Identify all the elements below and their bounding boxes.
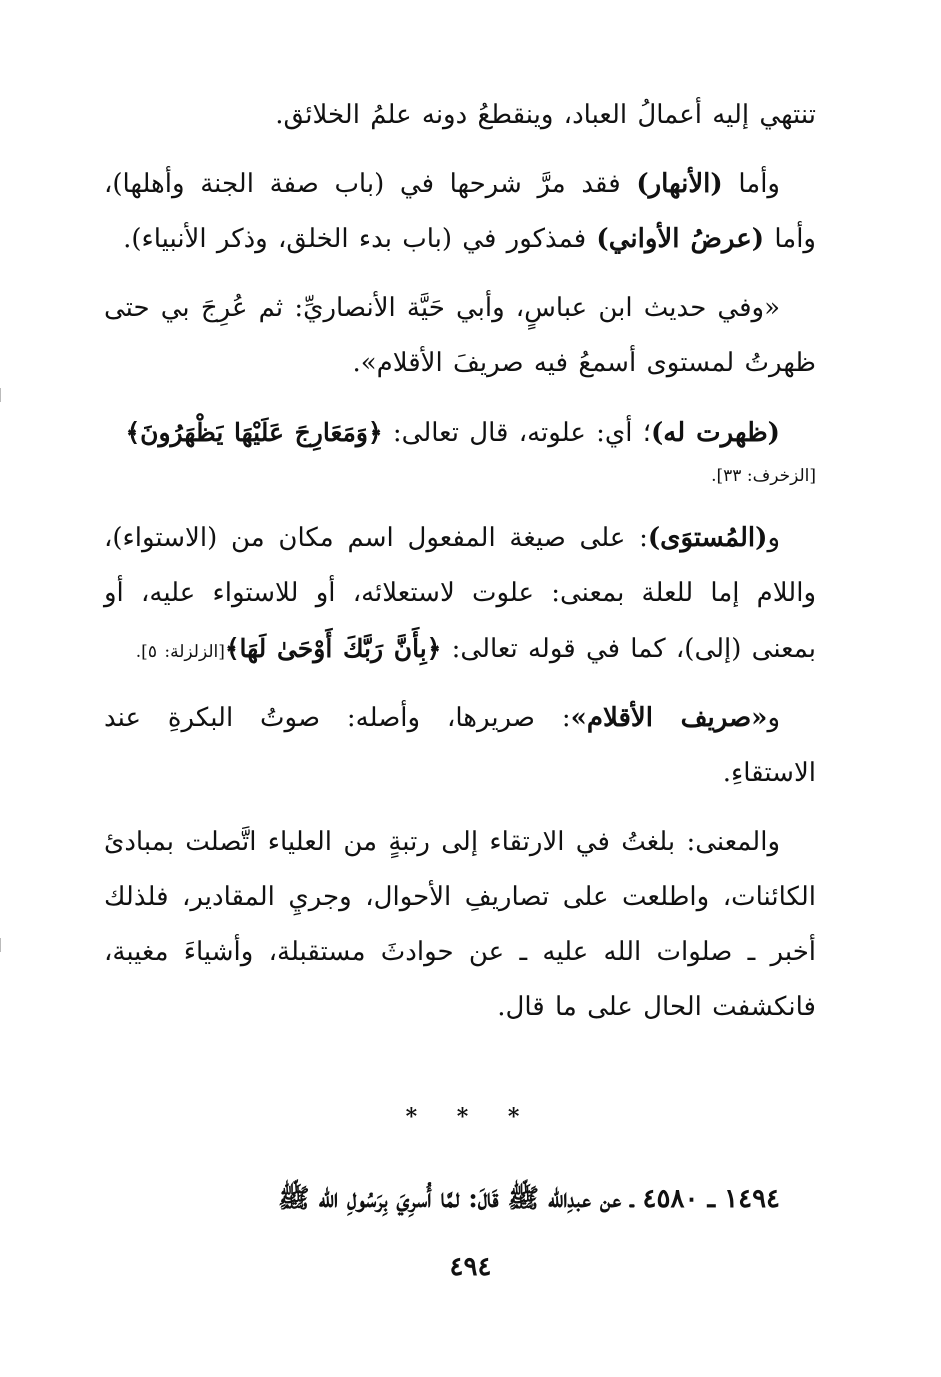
text-segment-normal: و bbox=[767, 523, 780, 553]
paragraph-7 bbox=[104, 815, 816, 1035]
text-segment-normal: و bbox=[767, 703, 780, 733]
page-number: ٤٩٤ bbox=[449, 1252, 492, 1282]
text-segment-bold: (الأنهار) bbox=[636, 169, 723, 199]
text-segment-normal: : على صيغة المفعول اسم مكان من (الاستواء)، واللام إما للعلة بمعنى: علوت لاستعلائه، أو للاستواء عليه، أو بمعنى (إلى)، كما في قوله تعالى: bbox=[104, 523, 816, 664]
text-segment-quran: ﴿بِأَنَّ رَبَّكَ أَوْحَىٰ لَهَا﴾ bbox=[224, 634, 442, 663]
text-segment-normal: وأما bbox=[722, 169, 780, 199]
text-segment-normal: : صريرها، وأصله: صوتُ البكرةِ عند الاستقاءِ. bbox=[104, 703, 816, 788]
text-segment-normal: «وفي حديث ابن عباسٍ، وأبي حَيَّة الأنصاريِّ: ثم عُرِجَ بي حتى ظهرتُ لمستوى أسمعُ فيه صريفَ الأقلام». bbox=[104, 293, 816, 378]
quran-reference-zukhruf: [الزخرف: ٣٣]. bbox=[711, 466, 816, 486]
text-segment-normal: فقد مرَّ شرحها في (باب صفة الجنة وأهلها)، وأما bbox=[104, 169, 816, 254]
paragraph-1 bbox=[104, 88, 816, 143]
text-segment-normal: ؛ أي: علوته، قال تعالى: bbox=[382, 418, 651, 448]
margin-mark bbox=[0, 938, 1, 952]
text-segment-normal: فمذكور في (باب بدء الخلق، وذكر الأنبياء). bbox=[123, 224, 597, 254]
section-separator: * * * bbox=[405, 1104, 536, 1130]
margin-mark bbox=[0, 388, 1, 402]
hadith-heading: ١٤٩٤ ـ ٤٥٨٠ ـ عن عبدِالله ﷺ قَالَ: لمَّا أُسرِيَ بِرَسُولِ الله ﷺ bbox=[278, 1184, 780, 1214]
text-segment-bold: «صريف الأقلام» bbox=[570, 703, 768, 733]
text-segment-normal: تنتهي إليه أعمالُ العباد، وينقطعُ دونه علمُ الخلائق. bbox=[275, 100, 816, 130]
body-text bbox=[104, 88, 816, 1049]
paragraph-4 bbox=[104, 405, 816, 461]
text-segment-ref: [الزلزلة: ٥]. bbox=[135, 642, 225, 662]
text-segment-bold: (عرضُ الأواني) bbox=[596, 224, 765, 254]
text-segment-quran: ﴿وَمَعَارِجَ عَلَيْهَا يَظْهَرُونَ﴾ bbox=[125, 418, 383, 447]
paragraph-2 bbox=[104, 157, 816, 267]
text-segment-normal: والمعنى: بلغتُ في الارتقاء إلى رتبةٍ من العلياء اتَّصلت بمبادئ الكائنات، واطلعت على تصاريفِ الأحوال، وجريِ المقادير، فلذلك أخبر ـ صلوات الله عليه ـ عن حوادثَ مستقبلة، وأشياءَ مغيبة، فانكشفت الحال على ما قال. bbox=[104, 827, 816, 1022]
paragraph-3 bbox=[104, 281, 816, 391]
paragraph-6 bbox=[104, 691, 816, 801]
paragraph-5 bbox=[104, 511, 816, 677]
text-segment-bold: (ظهرت له) bbox=[650, 418, 780, 448]
text-segment-bold: (المُستوَى) bbox=[647, 523, 768, 553]
